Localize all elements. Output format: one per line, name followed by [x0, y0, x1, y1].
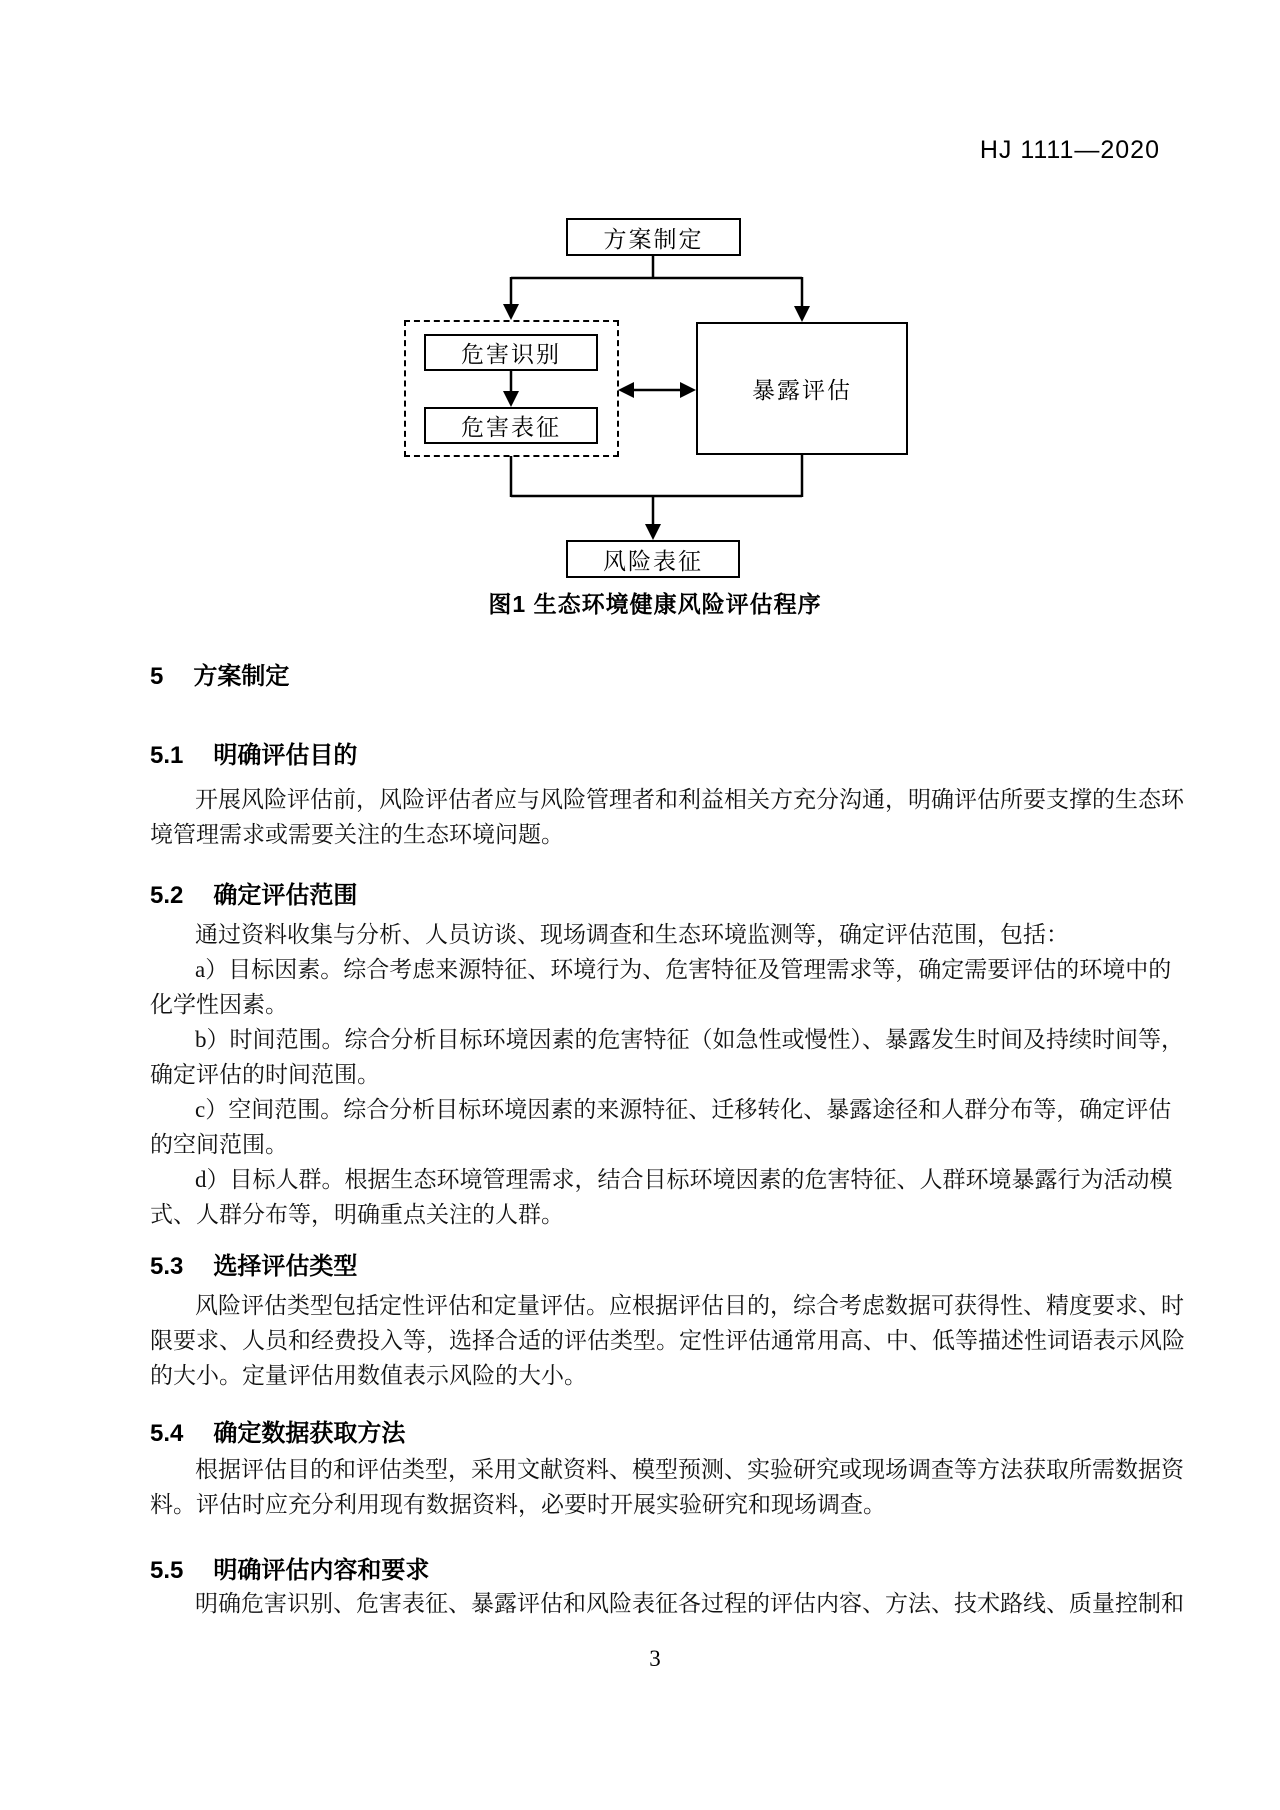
arrowhead-right-icon [680, 382, 696, 398]
text-line: c）空间范围。综合分析目标环境因素的来源特征、迁移转化、暴露途径和人群分布等，确定评估 [195, 1097, 1172, 1122]
section-title: 选择评估类型 [213, 1253, 358, 1280]
section-number: 5.1 [150, 742, 184, 769]
text-line: 的空间范围。 [150, 1132, 288, 1157]
section-5-3-paragraph [150, 1288, 1185, 1393]
arrowhead-down-icon [794, 306, 810, 322]
section-number: 5.4 [150, 1420, 184, 1447]
section-title: 方案制定 [193, 663, 290, 690]
section-number: 5.2 [150, 882, 184, 909]
flowchart-node-hazard-characterization: 危害表征 [424, 407, 598, 444]
text-line: 式、人群分布等，明确重点关注的人群。 [150, 1202, 564, 1227]
section-number: 5.5 [150, 1557, 184, 1584]
section-title: 明确评估内容和要求 [213, 1557, 430, 1584]
section-5-1-heading [150, 735, 357, 770]
figure-caption: 图1 生态环境健康风险评估程序 [488, 591, 822, 617]
arrowhead-left-icon [618, 382, 634, 398]
section-number: 5 [150, 663, 164, 690]
text-line: 的大小。定量评估用数值表示风险的大小。 [150, 1363, 587, 1388]
text-line: d）目标人群。根据生态环境管理需求，结合目标环境因素的危害特征、人群环境暴露行为活动模 [195, 1167, 1173, 1192]
section-5-4-heading [150, 1413, 405, 1448]
flowchart-connectors [0, 0, 1280, 620]
text-line: 限要求、人员和经费投入等，选择合适的评估类型。定性评估通常用高、中、低等描述性词语表示风险 [150, 1328, 1185, 1353]
arrowhead-down-icon [645, 524, 661, 540]
doc-number: HJ 1111—2020 [979, 136, 1160, 164]
text-line: b）时间范围。综合分析目标环境因素的危害特征（如急性或慢性）、暴露发生时间及持续时间等， [195, 1027, 1184, 1052]
text-line: 确定评估的时间范围。 [150, 1062, 380, 1087]
section-title: 确定评估范围 [213, 882, 358, 909]
section-5-heading [150, 656, 289, 691]
section-title: 确定数据获取方法 [213, 1420, 406, 1447]
section-5-2-paragraph [150, 917, 1184, 1232]
section-5-2-heading [150, 875, 357, 910]
section-5-1-paragraph [150, 782, 1184, 852]
text-line: 料。评估时应充分利用现有数据资料，必要时开展实验研究和现场调查。 [150, 1492, 886, 1517]
text-line: 化学性因素。 [150, 992, 288, 1017]
section-5-5-paragraph [150, 1586, 1184, 1621]
page-number: 3 [649, 1646, 661, 1671]
text-line: 根据评估目的和评估类型，采用文献资料、模型预测、实验研究或现场调查等方法获取所需数据资 [195, 1457, 1184, 1482]
section-5-3-heading [150, 1246, 357, 1281]
section-number: 5.3 [150, 1253, 184, 1280]
section-5-5-heading [150, 1550, 429, 1585]
flowchart-node-plan-development: 方案制定 [566, 218, 741, 256]
flowchart-node-exposure-assessment: 暴露评估 [696, 322, 908, 455]
text-line: 境管理需求或需要关注的生态环境问题。 [150, 822, 564, 847]
arrowhead-down-icon [503, 304, 519, 320]
text-line: 通过资料收集与分析、人员访谈、现场调查和生态环境监测等，确定评估范围，包括： [195, 922, 1069, 947]
section-title: 明确评估目的 [213, 742, 358, 769]
section-5-4-paragraph [150, 1452, 1184, 1522]
text-line: 明确危害识别、危害表征、暴露评估和风险表征各过程的评估内容、方法、技术路线、质量控制和 [195, 1591, 1184, 1616]
text-line: a）目标因素。综合考虑来源特征、环境行为、危害特征及管理需求等，确定需要评估的环境中的 [195, 957, 1172, 982]
flowchart-node-risk-characterization: 风险表征 [566, 540, 740, 578]
text-line: 开展风险评估前，风险评估者应与风险管理者和利益相关方充分沟通，明确评估所要支撑的生态环 [195, 787, 1184, 812]
text-line: 风险评估类型包括定性评估和定量评估。应根据评估目的，综合考虑数据可获得性、精度要求、时 [195, 1293, 1184, 1318]
flowchart-node-hazard-identification: 危害识别 [424, 334, 598, 371]
